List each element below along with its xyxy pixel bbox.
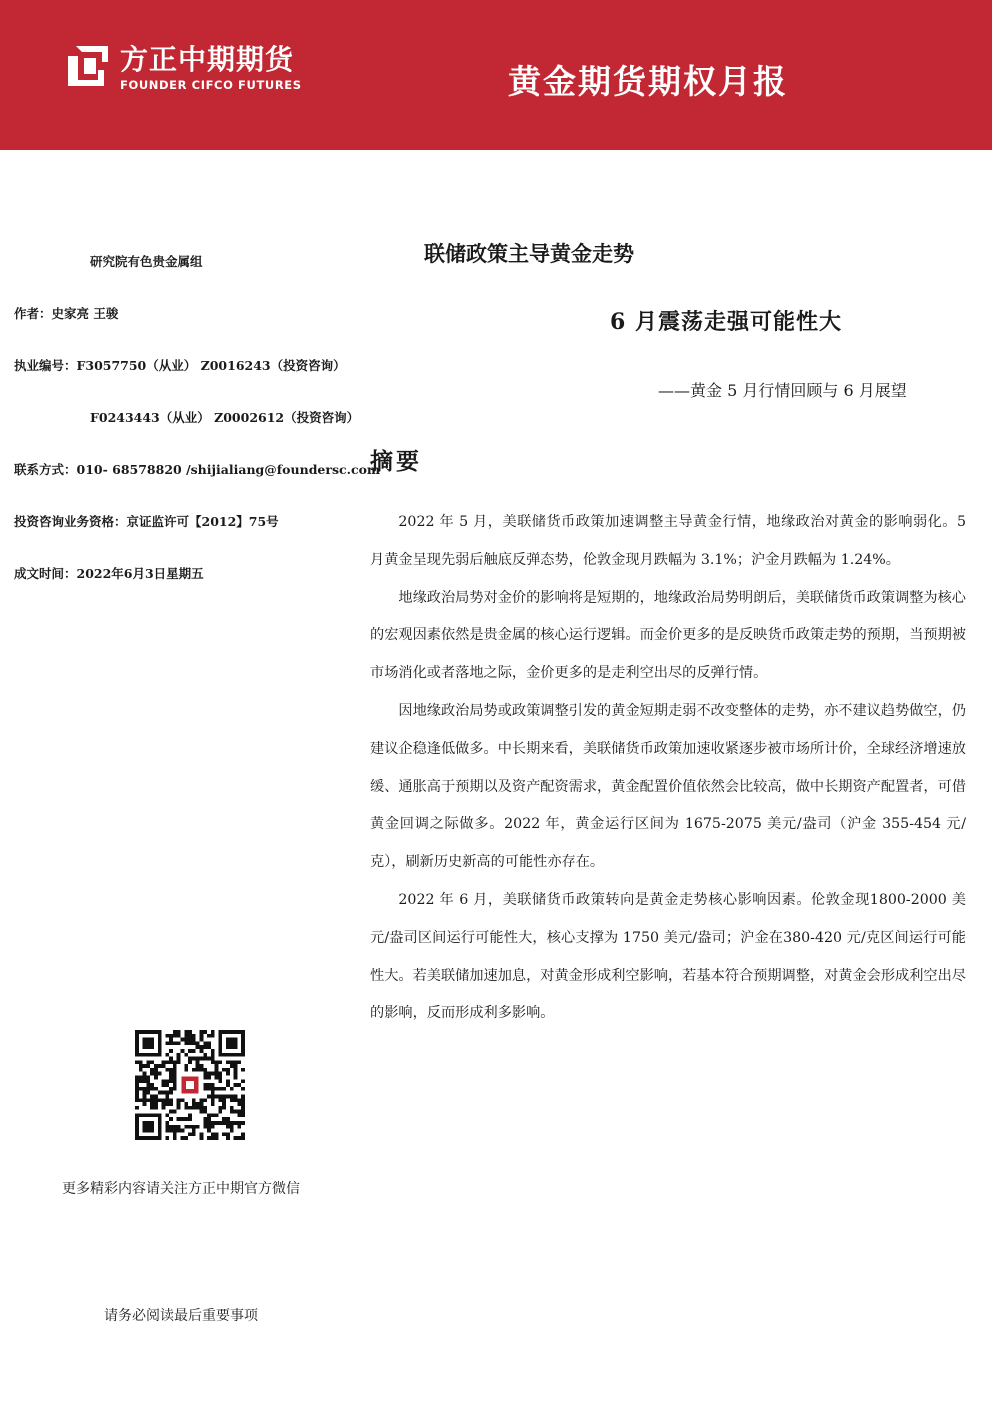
license-line-2: F0243443（从业） Z0002612（投资咨询） <box>90 410 360 425</box>
logo-english-name: FOUNDER CIFCO FUTURES <box>120 78 302 92</box>
date-line: 成文时间：2022年6月3日星期五 <box>14 566 204 581</box>
author-line: 作者：史家亮 王骏 <box>14 306 119 321</box>
research-team: 研究院有色贵金属组 <box>90 254 203 269</box>
report-header-banner <box>0 0 992 150</box>
wechat-qr-code-icon[interactable] <box>135 1030 245 1140</box>
summary-heading: 摘要 <box>370 448 422 475</box>
main-title: 联储政策主导黄金走势 <box>424 241 634 266</box>
logo-chinese-name: 方正中期期货 <box>120 43 295 76</box>
license-line-1: 执业编号：F3057750（从业） Z0016243（投资咨询） <box>14 358 346 373</box>
summary-body <box>370 504 966 1033</box>
subtitle: 6 月震荡走强可能性大 <box>610 309 842 335</box>
qualification-line: 投资咨询业务资格：京证监许可【2012】75号 <box>14 514 279 529</box>
subsubtitle: ——黄金 5 月行情回顾与 6 月展望 <box>658 381 907 400</box>
summary-paragraph: 2022 年 6 月，美联储货币政策转向是黄金走势核心影响因素。伦敦金现1800-2000 美元/盎司区间运行可能性大，核心支撑为 1750 美元/盎司；沪金在380-420 元/克区间运行可能性大。若美联储加速加息，对黄金形成利空影响，若基本符合预期调整，对黄金会形成利空出尽的影响，反而形成利多影响。 <box>370 891 966 1022</box>
summary-paragraph: 因地缘政治局势或政策调整引发的黄金短期走弱不改变整体的走势，亦不建议趋势做空，仍建议企稳逢低做多。中长期来看，美联储货币政策加速收紧逐步被市场所计价，全球经济增速放缓、通胀高于预期以及资产配资需求，黄金配置价值依然会比较高，做中长期资产配置者，可借黄金回调之际做多。2022 年，黄金运行区间为 1675-2075 美元/盎司（沪金 355-454 元/克），刷新历史新高的可能性亦存在。 <box>370 702 966 871</box>
founder-logo-icon <box>62 40 114 92</box>
footer-disclaimer-note: 请务必阅读最后重要事项 <box>104 1308 258 1324</box>
qr-caption: 更多精彩内容请关注方正中期官方微信 <box>62 1181 300 1197</box>
report-title: 黄金期货期权月报 <box>508 62 788 101</box>
contact-line: 联系方式：010- 68578820 /shijialiang@foundersc.com <box>14 462 381 477</box>
summary-paragraph: 地缘政治局势对金价的影响将是短期的，地缘政治局势明朗后，美联储货币政策调整为核心的宏观因素依然是贵金属的核心运行逻辑。而金价更多的是反映货币政策走势的预期，当预期被市场消化或者落地之际，金价更多的是走利空出尽的反弹行情。 <box>370 589 966 682</box>
summary-paragraph: 2022 年 5 月，美联储货币政策加速调整主导黄金行情，地缘政治对黄金的影响弱化。5 月黄金呈现先弱后触底反弹态势，伦敦金现月跌幅为 3.1%；沪金月跌幅为 1.24%。 <box>370 514 966 568</box>
